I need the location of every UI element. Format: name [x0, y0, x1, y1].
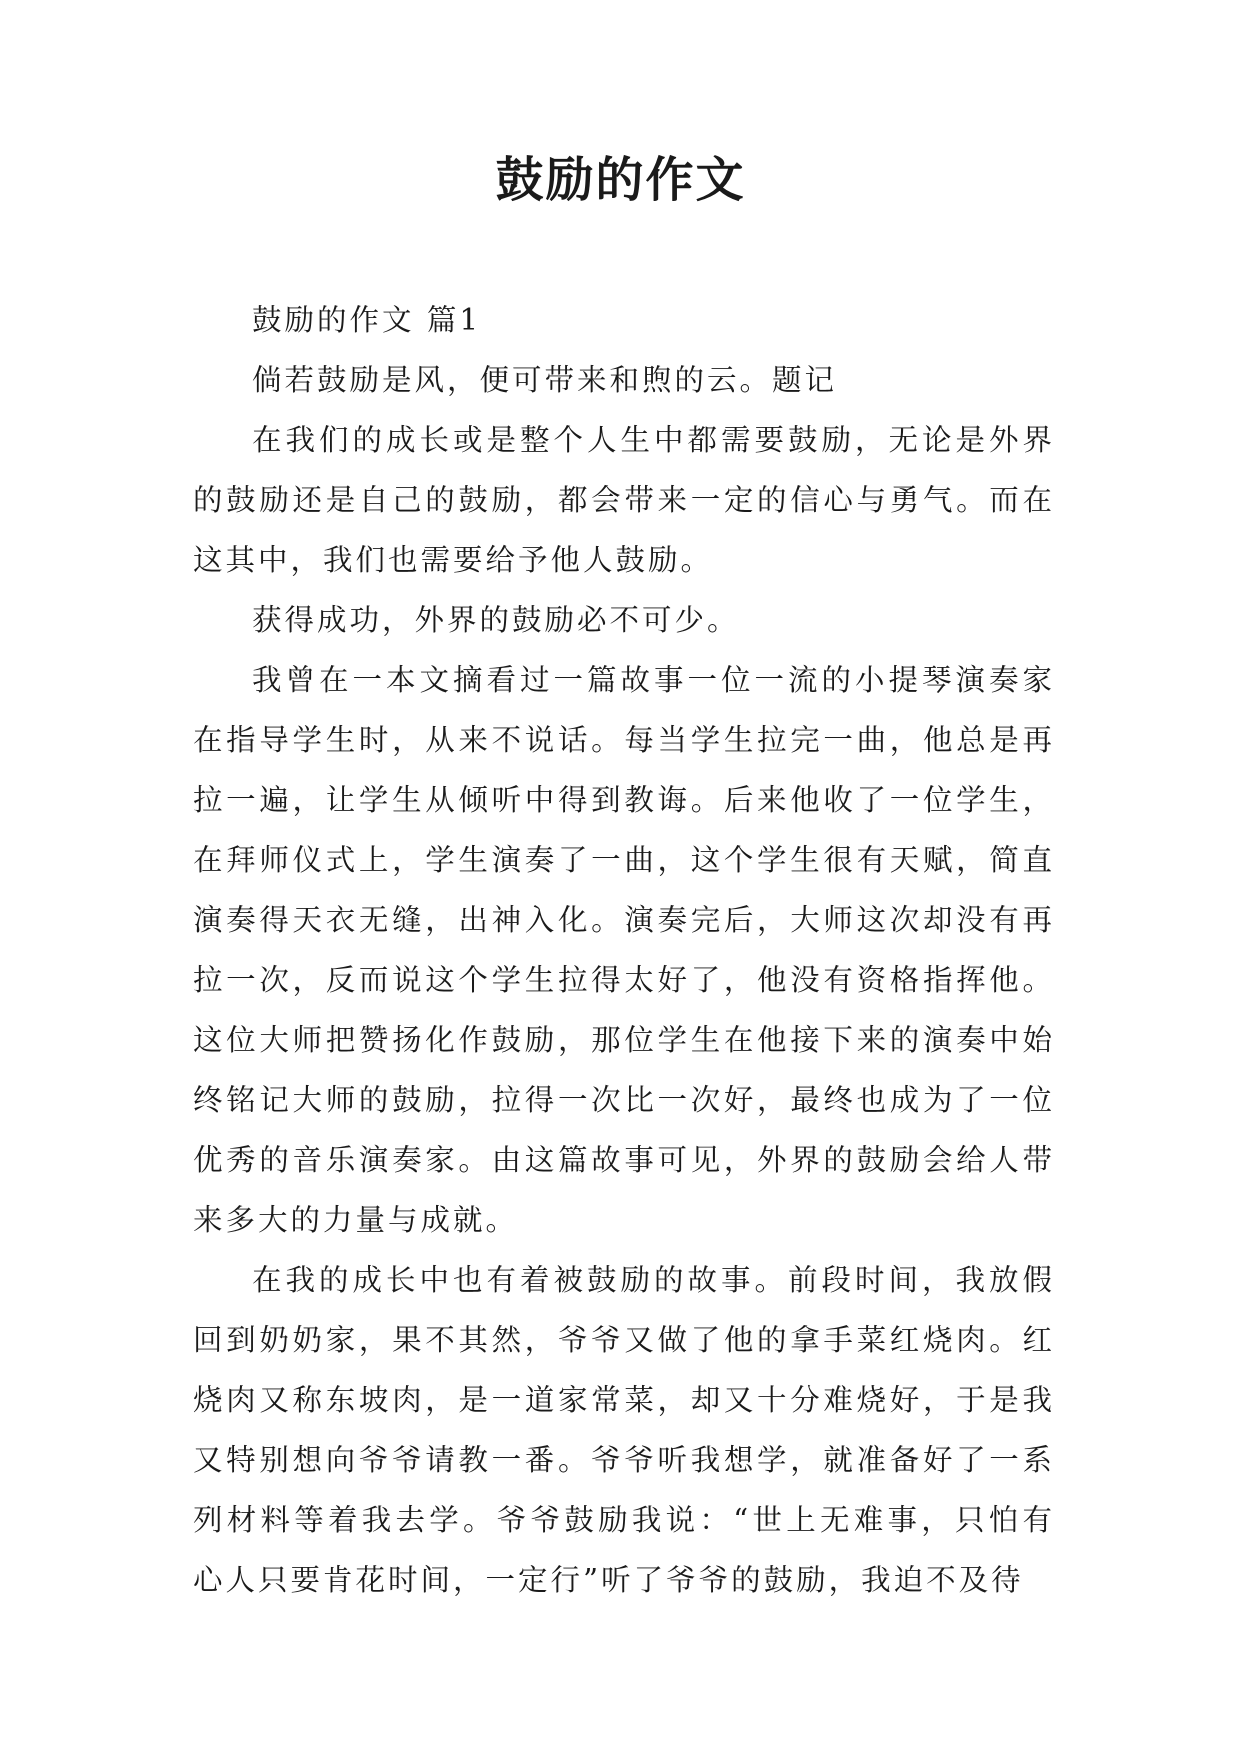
paragraph: 获得成功，外界的鼓励必不可少。	[252, 603, 740, 637]
paragraph: 在我的成长中也有着被鼓励的故事。前段时间，我放假回到奶奶家，果不其然，爷爷又做了他的拿手菜红烧肉。红烧肉又称东坡肉，是一道家常菜，却又十分难烧好，于是我又特别想向爷爷请教一番。爷爷听我想学，就准备好了一系列材料等着我去学。爷爷鼓励我说：“世上无难事，只怕有心人只要肯花时间，一定行”听了爷爷的鼓励，我迫不及待	[193, 1263, 1055, 1597]
paragraph-epigraph: 倘若鼓励是风，便可带来和煦的云。题记	[252, 363, 838, 397]
paragraph: 在我们的成长或是整个人生中都需要鼓励，无论是外界的鼓励还是自己的鼓励，都会带来一定的信心与勇气。而在这其中，我们也需要给予他人鼓励。	[193, 423, 1055, 577]
paragraph: 我曾在一本文摘看过一篇故事一位一流的小提琴演奏家在指导学生时，从来不说话。每当学生拉完一曲，他总是再拉一遍，让学生从倾听中得到教诲。后来他收了一位学生，在拜师仪式上，学生演奏了一曲，这个学生很有天赋，简直演奏得天衣无缝，出神入化。演奏完后，大师这次却没有再拉一次，反而说这个学生拉得太好了，他没有资格指挥他。这位大师把赞扬化作鼓励，那位学生在他接下来的演奏中始终铭记大师的鼓励，拉得一次比一次好，最终也成为了一位优秀的音乐演奏家。由这篇故事可见，外界的鼓励会给人带来多大的力量与成就。	[193, 663, 1055, 1237]
document-body	[193, 290, 1055, 1610]
document-title: 鼓励的作文	[495, 152, 746, 208]
paragraph-heading: 鼓励的作文 篇1	[252, 303, 482, 337]
